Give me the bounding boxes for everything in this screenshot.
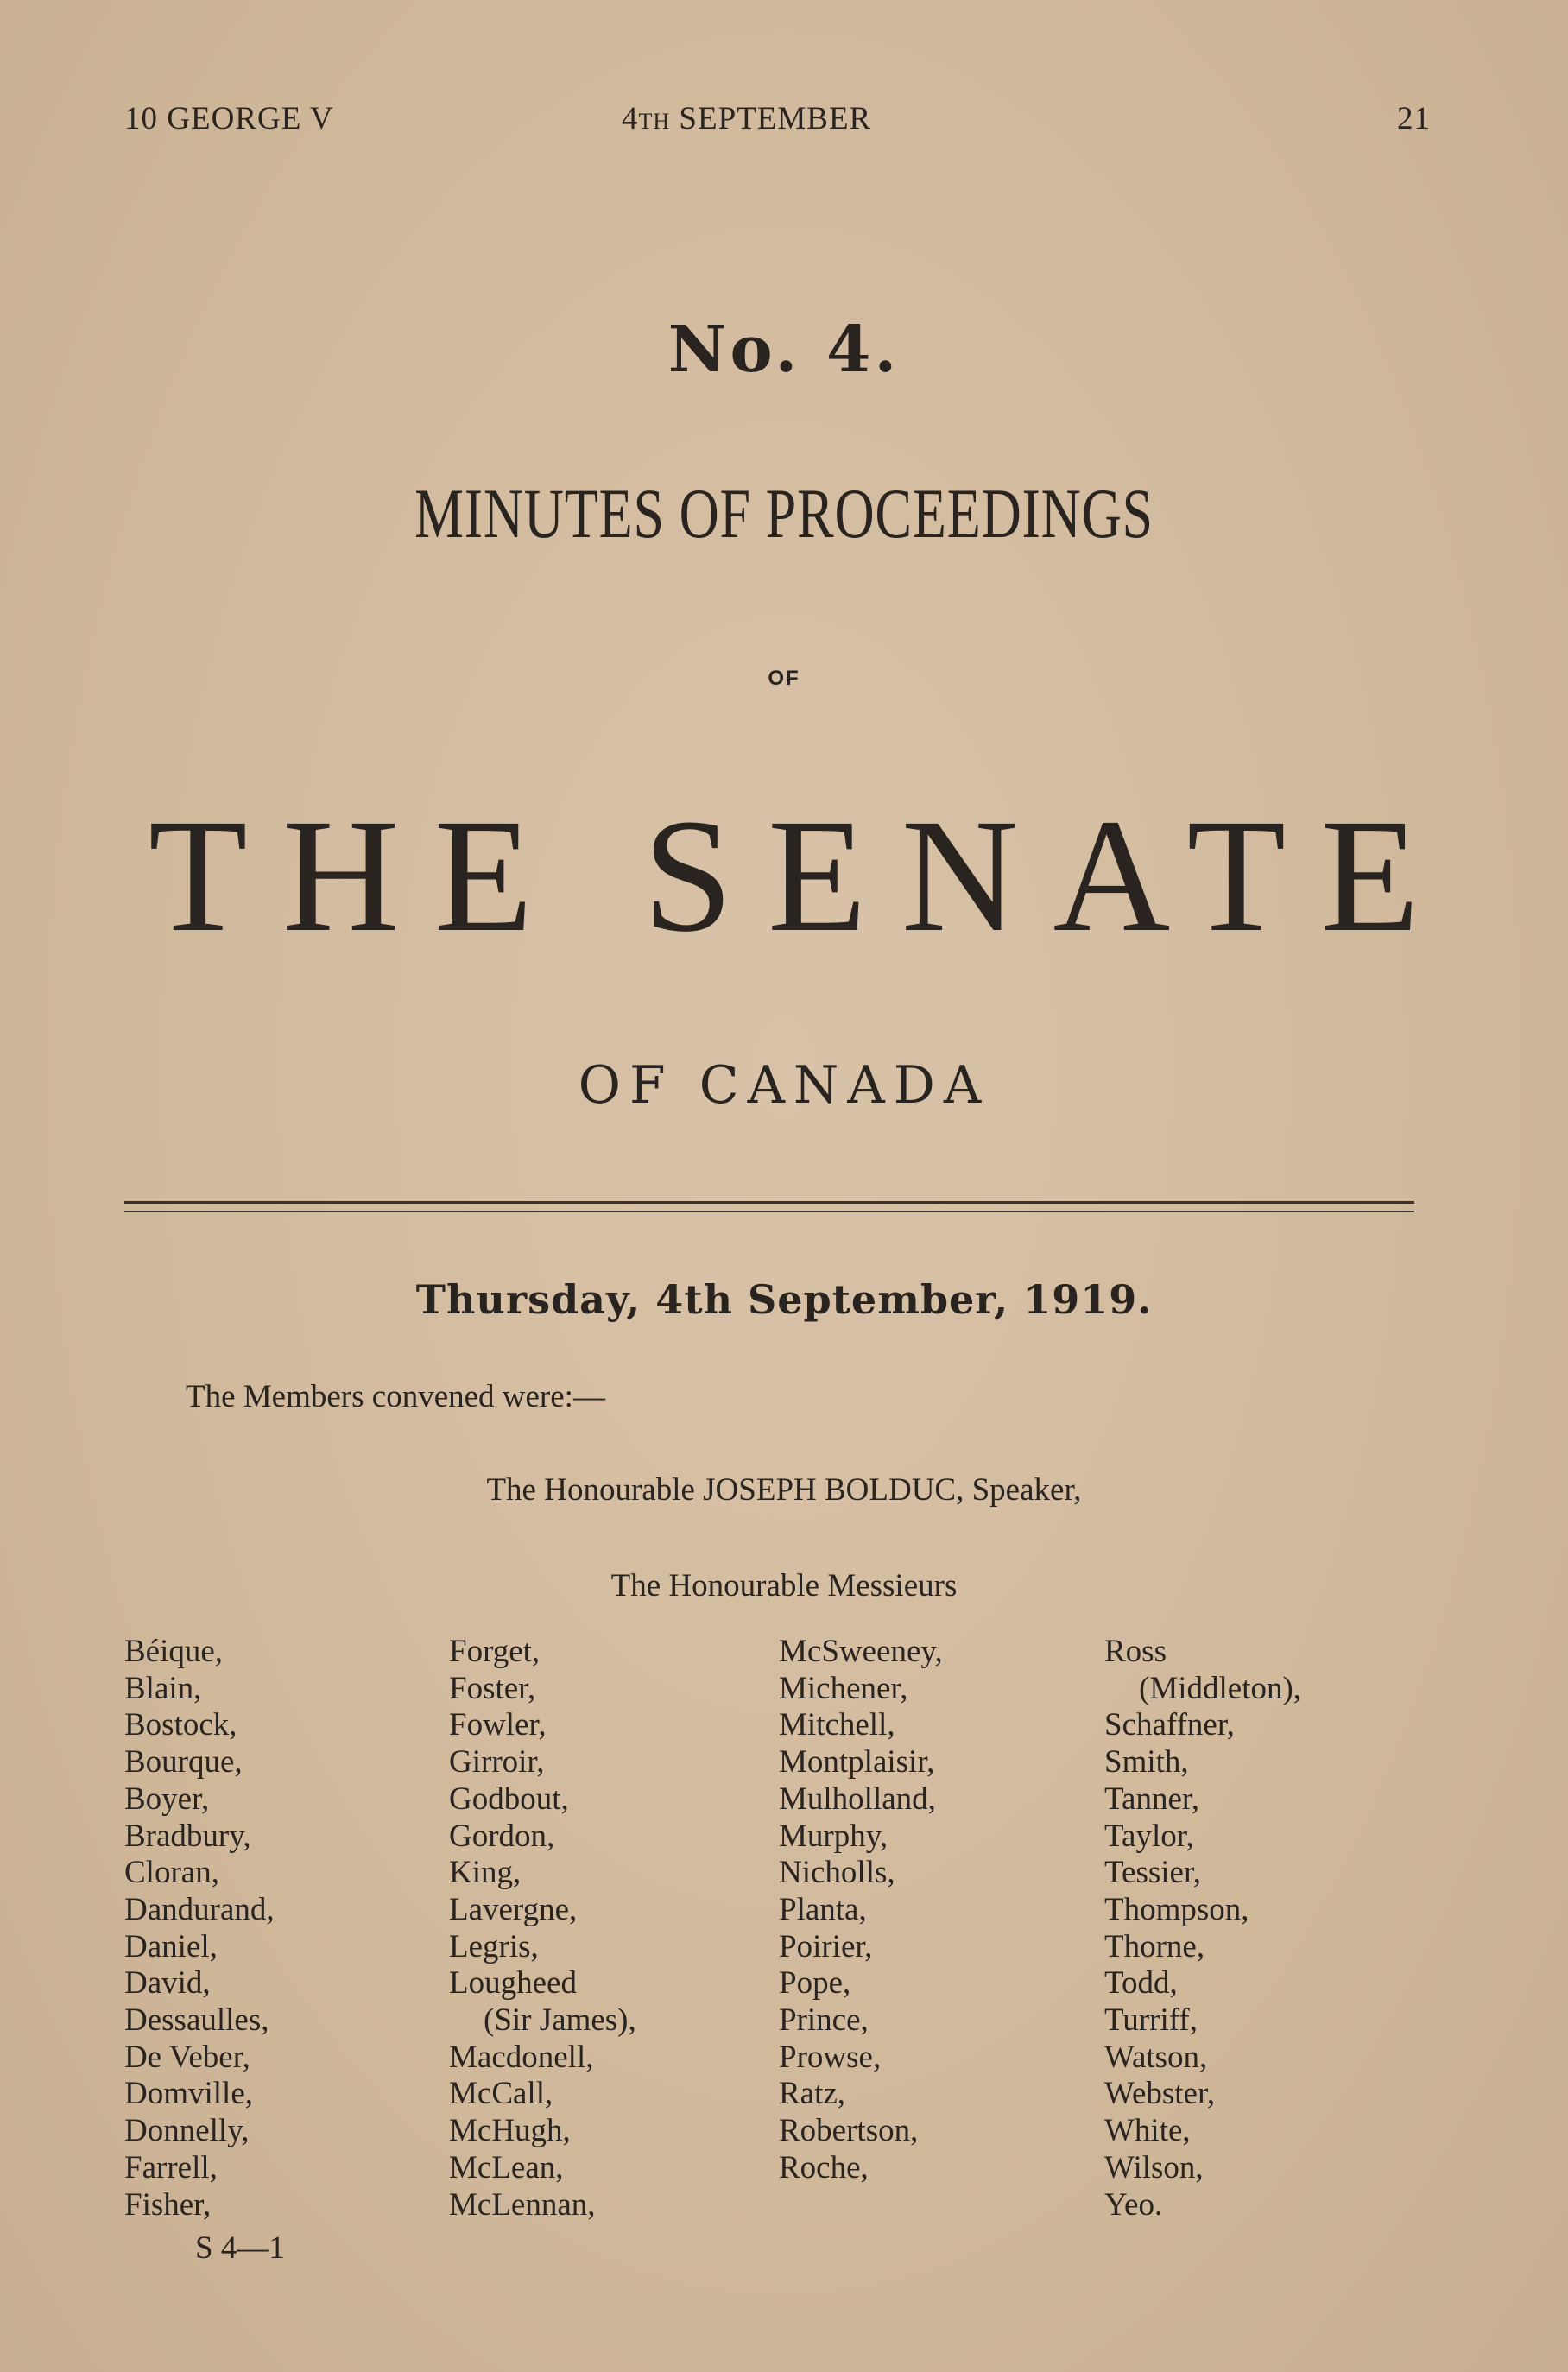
member-name: Wilson,	[1104, 2149, 1204, 2185]
sitting-date: Thursday, 4th September, 1919.	[415, 1276, 1153, 1323]
member-name: Roche,	[779, 2149, 869, 2185]
member-name: Blain,	[124, 1670, 202, 1706]
double-rule-bottom	[124, 1211, 1414, 1212]
member-name: Fowler,	[449, 1707, 547, 1743]
member-name: Pope,	[779, 1965, 851, 2002]
member-name: Daniel,	[124, 1928, 218, 1964]
member-name: Poirier,	[779, 1928, 873, 1964]
member-name: De Veber,	[124, 2039, 250, 2075]
member-name: Prowse,	[779, 2039, 882, 2075]
member-name: Planta,	[779, 1891, 867, 1927]
member-name: Béique,	[124, 1634, 224, 1669]
member-name: Robertson,	[779, 2113, 919, 2149]
member-name: White,	[1104, 2113, 1191, 2149]
member-name: Farrell,	[124, 2149, 218, 2185]
member-name: Watson,	[1104, 2039, 1208, 2075]
member-name: Domville,	[124, 2076, 254, 2112]
member-name: Lavergne,	[449, 1891, 578, 1927]
member-name: Yeo.	[1104, 2186, 1163, 2223]
member-name-continuation: (Sir James),	[484, 2002, 636, 2039]
member-name: Boyer,	[124, 1781, 210, 1817]
member-name: David,	[124, 1965, 211, 2002]
member-name: Mulholland,	[779, 1781, 936, 1817]
member-name: Webster,	[1104, 2076, 1216, 2112]
member-name: Schaffner,	[1104, 1707, 1235, 1743]
member-name: Tanner,	[1104, 1781, 1199, 1817]
member-name: Girroir,	[449, 1744, 545, 1781]
member-name: Murphy,	[779, 1818, 888, 1854]
member-name-continuation: (Middleton),	[1139, 1670, 1302, 1706]
member-name: Thorne,	[1104, 1928, 1205, 1964]
members-column-3	[779, 1634, 943, 2187]
members-convened-line: The Members convened were:—	[186, 1379, 605, 1414]
member-name: Dandurand,	[124, 1891, 275, 1927]
member-name: Todd,	[1104, 1965, 1178, 2002]
member-name: Nicholls,	[779, 1855, 895, 1891]
title-of-canada: OF CANADA	[578, 1055, 990, 1116]
members-column-1	[124, 1634, 275, 2223]
double-rule-top	[124, 1201, 1414, 1204]
member-name: Legris,	[449, 1928, 539, 1964]
member-name: Donnelly,	[124, 2113, 250, 2149]
member-name: Bradbury,	[124, 1818, 251, 1854]
member-name: Tessier,	[1104, 1855, 1202, 1891]
member-name: Mitchell,	[779, 1707, 895, 1743]
member-name: Gordon,	[449, 1818, 555, 1854]
running-head-month: SEPTEMBER	[679, 101, 872, 136]
member-name: Ratz,	[779, 2076, 846, 2112]
member-name: Taylor,	[1104, 1818, 1194, 1854]
member-name: Cloran,	[124, 1855, 219, 1891]
member-name: McSweeney,	[779, 1634, 943, 1669]
member-name: King,	[449, 1855, 522, 1891]
member-name: Dessaulles,	[124, 2002, 269, 2039]
member-name: McCall,	[449, 2076, 553, 2112]
member-name: Fisher,	[124, 2186, 212, 2223]
page-number: 21	[1397, 101, 1431, 136]
member-name: Prince,	[779, 2002, 869, 2039]
running-head-day-suffix: TH	[638, 109, 671, 134]
speaker-line: The Honourable JOSEPH BOLDUC, Speaker,	[486, 1472, 1082, 1508]
member-name: Bourque,	[124, 1744, 243, 1781]
member-name: Thompson,	[1104, 1891, 1249, 1927]
member-name: Smith,	[1104, 1744, 1189, 1781]
running-head-date	[622, 100, 871, 137]
member-name: Montplaisir,	[779, 1744, 935, 1781]
title-the-senate: THE SENATE	[148, 785, 1455, 965]
member-name: Godbout,	[449, 1781, 569, 1817]
member-name: Lougheed	[449, 1965, 577, 2002]
member-name: Ross	[1104, 1634, 1167, 1669]
issue-number: No. 4.	[667, 313, 901, 387]
member-name: Macdonell,	[449, 2039, 594, 2075]
member-name: McLennan,	[449, 2186, 596, 2223]
members-column-2	[449, 1634, 636, 2223]
running-head-day: 4	[622, 101, 639, 136]
member-name: Foster,	[449, 1670, 536, 1706]
member-name: Bostock,	[124, 1707, 237, 1743]
member-name: McHugh,	[449, 2113, 571, 2149]
members-column-4	[1104, 1634, 1301, 2223]
member-name: McLean,	[449, 2149, 564, 2185]
honourable-messieurs-heading: The Honourable Messieurs	[610, 1568, 958, 1603]
title-minutes-of-proceedings: MINUTES OF PROCEEDINGS	[414, 474, 1154, 553]
member-name: Turriff,	[1104, 2002, 1198, 2039]
member-name: Michener,	[779, 1670, 908, 1706]
title-of: OF	[768, 667, 800, 690]
printer-signature-mark: S 4—1	[195, 2230, 285, 2266]
member-name: Forget,	[449, 1634, 541, 1669]
running-head-regnal-year: 10 GEORGE V	[124, 101, 334, 136]
